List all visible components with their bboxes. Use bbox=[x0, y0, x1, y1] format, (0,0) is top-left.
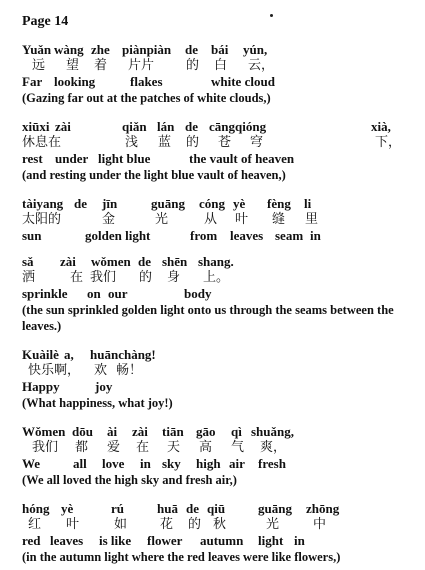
hanzi-word: 爽， bbox=[260, 440, 287, 455]
pinyin-word: yè bbox=[61, 501, 74, 516]
pinyin-line bbox=[22, 254, 417, 270]
pinyin-word: piànpiàn bbox=[122, 42, 172, 57]
pinyin-word: xiūxi bbox=[22, 119, 50, 134]
pinyin-word: shang. bbox=[198, 254, 234, 269]
translation-line: (Gazing far out at the patches of white clouds,) bbox=[22, 91, 271, 105]
gloss-word: looking bbox=[54, 74, 96, 89]
pinyin-word: Yuǎn bbox=[22, 42, 52, 57]
pinyin-word: de bbox=[138, 254, 151, 269]
hanzi-word: 中 bbox=[313, 517, 327, 532]
hanzi-word: 白 bbox=[214, 58, 228, 73]
gloss-word: air bbox=[229, 456, 245, 471]
hanzi-word: 望 bbox=[66, 58, 80, 73]
gloss-word: leaves bbox=[50, 533, 84, 548]
pinyin-word: bái bbox=[211, 42, 229, 57]
hanzi-word: 片片 bbox=[128, 58, 155, 73]
hanzi-line bbox=[22, 135, 417, 151]
gloss-word: fresh bbox=[258, 456, 286, 471]
pinyin-word: a, bbox=[64, 347, 74, 362]
pinyin-word: tiān bbox=[162, 424, 184, 439]
pinyin-word: jīn bbox=[102, 196, 118, 211]
gloss-word: rest bbox=[22, 151, 43, 166]
hanzi-word: 着 bbox=[94, 58, 108, 73]
english-gloss-line bbox=[22, 286, 417, 302]
hanzi-word: 如 bbox=[114, 517, 128, 532]
hanzi-word: 叶 bbox=[66, 517, 80, 532]
pinyin-word: xià, bbox=[371, 119, 391, 134]
pinyin-word: cāngqióng bbox=[209, 119, 267, 134]
hanzi-word: 远 bbox=[32, 58, 46, 73]
gloss-word: body bbox=[184, 286, 212, 301]
english-gloss-line bbox=[22, 151, 417, 167]
pinyin-word: Kuàilè bbox=[22, 347, 59, 362]
hanzi-word: 缝 bbox=[272, 212, 286, 227]
hanzi-word: 金 bbox=[102, 212, 116, 227]
pinyin-word: huā bbox=[157, 501, 178, 516]
gloss-word: light bbox=[258, 533, 284, 548]
hanzi-word: 欢 bbox=[94, 363, 108, 378]
hanzi-word: 红 bbox=[28, 517, 42, 532]
pinyin-word: huānchàng! bbox=[90, 347, 156, 362]
gloss-word: our bbox=[108, 286, 128, 301]
gloss-word: in bbox=[310, 228, 321, 243]
pinyin-word: zài bbox=[55, 119, 71, 134]
pinyin-word: fèng bbox=[267, 196, 291, 211]
gloss-word: sky bbox=[162, 456, 181, 471]
hanzi-word: 蓝 bbox=[158, 135, 172, 150]
gloss-word: on bbox=[87, 286, 101, 301]
hanzi-word: 畅！ bbox=[116, 363, 143, 378]
gloss-word: is like bbox=[99, 533, 132, 548]
hanzi-word: 在 bbox=[70, 270, 84, 285]
hanzi-word: 下， bbox=[375, 135, 402, 150]
gloss-word: in bbox=[140, 456, 151, 471]
gloss-word: seam bbox=[275, 228, 304, 243]
scan-speck bbox=[270, 14, 273, 17]
stanza-2 bbox=[22, 119, 417, 183]
gloss-word: the vault of heaven bbox=[189, 151, 295, 166]
hanzi-word: 的 bbox=[186, 135, 200, 150]
pinyin-word: hóng bbox=[22, 501, 50, 516]
pinyin-word: lán bbox=[157, 119, 175, 134]
pinyin-word: zhōng bbox=[306, 501, 340, 516]
pinyin-word: guāng bbox=[151, 196, 185, 211]
hanzi-word: 的 bbox=[188, 517, 202, 532]
gloss-word: sprinkle bbox=[22, 286, 68, 301]
gloss-word: white cloud bbox=[211, 74, 275, 89]
stanza-6 bbox=[22, 424, 417, 488]
hanzi-word: 洒 bbox=[22, 270, 36, 285]
hanzi-word: 都 bbox=[75, 440, 89, 455]
translation-line: (We all loved the high sky and fresh air,) bbox=[22, 473, 237, 487]
pinyin-word: de bbox=[74, 196, 87, 211]
hanzi-word: 高 bbox=[199, 440, 213, 455]
hanzi-line bbox=[22, 440, 417, 456]
gloss-word: high bbox=[196, 456, 221, 471]
pinyin-word: yún, bbox=[243, 42, 268, 57]
hanzi-word: 穹 bbox=[250, 135, 264, 150]
pinyin-word: wàng bbox=[54, 42, 84, 57]
hanzi-line bbox=[22, 270, 417, 286]
gloss-word: love bbox=[102, 456, 125, 471]
gloss-word: sun bbox=[22, 228, 42, 243]
gloss-word: flakes bbox=[130, 74, 163, 89]
gloss-word: We bbox=[22, 456, 41, 471]
page-number: Page 14 bbox=[22, 14, 69, 29]
hanzi-word: 我们 bbox=[32, 440, 59, 455]
pinyin-word: li bbox=[304, 196, 312, 211]
pinyin-word: wǒmen bbox=[91, 254, 131, 269]
pinyin-word: Wǒmen bbox=[22, 424, 66, 439]
pinyin-word: de bbox=[185, 119, 198, 134]
hanzi-word: 在 bbox=[136, 440, 150, 455]
gloss-word: under bbox=[55, 151, 89, 166]
pinyin-line bbox=[22, 424, 417, 440]
hanzi-word: 天 bbox=[167, 440, 181, 455]
hanzi-word: 从 bbox=[204, 212, 218, 227]
gloss-word: from bbox=[190, 228, 218, 243]
hanzi-word: 气 bbox=[231, 440, 245, 455]
hanzi-word: 身 bbox=[167, 270, 181, 285]
hanzi-word: 里 bbox=[305, 212, 319, 227]
hanzi-word: 的 bbox=[139, 270, 153, 285]
english-gloss-line bbox=[22, 379, 417, 395]
english-gloss-line bbox=[22, 456, 417, 472]
pinyin-word: sǎ bbox=[22, 254, 34, 269]
pinyin-word: de bbox=[185, 42, 198, 57]
hanzi-word: 的 bbox=[186, 58, 200, 73]
hanzi-word: 秋 bbox=[213, 517, 227, 532]
pinyin-word: zhe bbox=[91, 42, 110, 57]
gloss-word: flower bbox=[147, 533, 183, 548]
pinyin-word: zài bbox=[60, 254, 76, 269]
hanzi-word: 我们 bbox=[90, 270, 117, 285]
hanzi-word: 太阳的 bbox=[22, 212, 62, 227]
pinyin-word: de bbox=[186, 501, 199, 516]
pinyin-line bbox=[22, 119, 417, 135]
pinyin-word: tàiyang bbox=[22, 196, 64, 211]
stanza-4 bbox=[22, 254, 417, 334]
translation-line: (and resting under the light blue vault of heaven,) bbox=[22, 168, 286, 182]
stanza-1 bbox=[22, 42, 417, 106]
gloss-word: all bbox=[73, 456, 87, 471]
translation-line: (in the autumn light where the red leaves were like flowers,) bbox=[22, 550, 341, 564]
pinyin-word: qì bbox=[231, 424, 242, 439]
stanza-7 bbox=[22, 501, 417, 565]
gloss-word: Happy bbox=[22, 379, 60, 394]
pinyin-word: shēn bbox=[162, 254, 188, 269]
pinyin-word: guāng bbox=[258, 501, 292, 516]
stanza-5 bbox=[22, 347, 417, 411]
pinyin-word: zài bbox=[132, 424, 148, 439]
translation-line: (the sun sprinkled golden light onto us through the seams between the leaves.) bbox=[22, 303, 394, 333]
pinyin-word: qiū bbox=[207, 501, 226, 516]
stanza-3 bbox=[22, 196, 417, 244]
translation-line: (What happiness, what joy!) bbox=[22, 396, 173, 410]
hanzi-word: 叶 bbox=[235, 212, 249, 227]
gloss-word: in bbox=[294, 533, 305, 548]
pinyin-word: yè bbox=[233, 196, 246, 211]
hanzi-word: 爱 bbox=[107, 440, 121, 455]
hanzi-word: 苍 bbox=[218, 135, 232, 150]
gloss-word: Far bbox=[22, 74, 43, 89]
hanzi-line bbox=[22, 363, 417, 379]
pinyin-line bbox=[22, 501, 417, 517]
gloss-word: joy bbox=[95, 379, 113, 394]
english-gloss-line bbox=[22, 74, 417, 90]
pinyin-line bbox=[22, 196, 417, 212]
hanzi-word: 浅 bbox=[125, 135, 139, 150]
hanzi-word: 光 bbox=[266, 517, 280, 532]
english-gloss-line bbox=[22, 533, 417, 549]
hanzi-word: 休息在 bbox=[22, 135, 62, 150]
gloss-word: autumn bbox=[200, 533, 244, 548]
hanzi-word: 光 bbox=[155, 212, 169, 227]
gloss-word: leaves bbox=[230, 228, 264, 243]
hanzi-line bbox=[22, 58, 417, 74]
gloss-word: light blue bbox=[98, 151, 151, 166]
pinyin-word: cóng bbox=[199, 196, 225, 211]
pinyin-line bbox=[22, 42, 417, 58]
pinyin-word: qiǎn bbox=[122, 119, 147, 134]
hanzi-word: 上。 bbox=[203, 270, 230, 285]
english-gloss-line bbox=[22, 228, 417, 244]
pinyin-line bbox=[22, 347, 417, 363]
pinyin-word: rú bbox=[111, 501, 124, 516]
pinyin-word: ài bbox=[107, 424, 118, 439]
hanzi-line bbox=[22, 517, 417, 533]
hanzi-word: 云， bbox=[248, 58, 275, 73]
hanzi-line bbox=[22, 212, 417, 228]
hanzi-word: 快乐啊， bbox=[28, 363, 81, 378]
gloss-word: golden light bbox=[85, 228, 151, 243]
pinyin-word: dōu bbox=[72, 424, 93, 439]
hanzi-word: 花 bbox=[160, 517, 174, 532]
pinyin-word: shuǎng, bbox=[251, 424, 294, 439]
gloss-word: red bbox=[22, 533, 41, 548]
pinyin-word: gāo bbox=[196, 424, 216, 439]
